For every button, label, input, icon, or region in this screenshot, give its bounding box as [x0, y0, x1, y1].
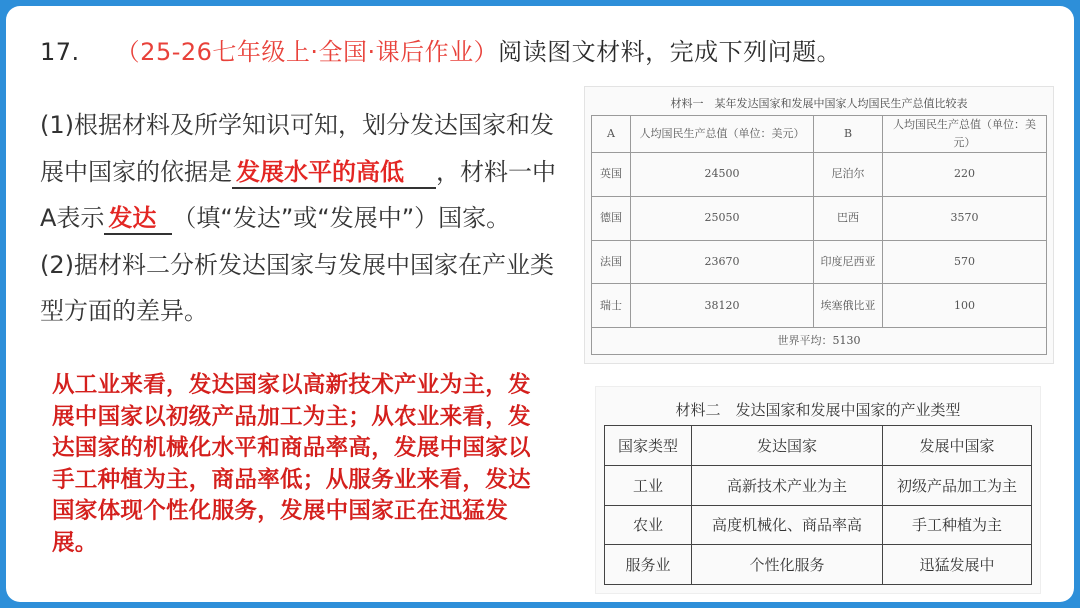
value-b: 220 — [883, 153, 1047, 197]
part1-text-b: ，材料一中A表示 — [40, 157, 556, 232]
country-b: 印度尼西亚 — [814, 240, 883, 284]
part1-text-a: (1)根据材料及所学知识可知，划分发达国家和发展中国家的依据是 — [40, 111, 554, 186]
country-b: 尼泊尔 — [814, 153, 883, 197]
developing-cell: 手工种植为主 — [883, 505, 1032, 545]
table-row — [592, 153, 1047, 197]
header-cell: 国家类型 — [605, 426, 692, 466]
material1-table — [591, 115, 1047, 355]
table-footer-row — [592, 328, 1047, 355]
question-number: 17. — [40, 38, 80, 66]
table-row — [605, 465, 1032, 505]
part2-text: (2)据材料二分析发达国家与发展中国家在产业类型方面的差异。 — [40, 250, 554, 325]
slide — [6, 6, 1074, 602]
table-row — [592, 284, 1047, 328]
country-a: 英国 — [592, 153, 631, 197]
question-source: （25-26七年级上·全国·课后作业） — [115, 38, 499, 66]
question-body — [40, 102, 568, 335]
industry-type: 工业 — [605, 465, 692, 505]
developed-cell: 高新技术产业为主 — [692, 465, 883, 505]
header-cell: B — [814, 116, 883, 153]
industry-type: 农业 — [605, 505, 692, 545]
value-a: 24500 — [631, 153, 814, 197]
country-a: 法国 — [592, 240, 631, 284]
answer-blank-2: 发达 — [104, 203, 172, 235]
developed-cell: 高度机械化、商品率高 — [692, 505, 883, 545]
material2-table — [604, 425, 1032, 585]
table-header-row — [592, 116, 1047, 153]
table-row — [592, 240, 1047, 284]
table-row — [605, 545, 1032, 585]
country-b: 埃塞俄比亚 — [814, 284, 883, 328]
header-cell: 人均国民生产总值（单位：美元） — [883, 116, 1047, 153]
material2-caption: 材料二 发达国家和发展中国家的产业类型 — [675, 401, 961, 419]
value-a: 25050 — [631, 196, 814, 240]
country-b: 巴西 — [814, 196, 883, 240]
developed-cell: 个性化服务 — [692, 545, 883, 585]
developing-cell: 迅猛发展中 — [883, 545, 1032, 585]
value-b: 100 — [883, 284, 1047, 328]
value-a: 23670 — [631, 240, 814, 284]
part1-text-c: （填“发达”或“发展中”）国家。 — [172, 204, 511, 232]
header-cell: 人均国民生产总值（单位：美元） — [631, 116, 814, 153]
industry-type: 服务业 — [605, 545, 692, 585]
table-row — [605, 505, 1032, 545]
header-cell: A — [592, 116, 631, 153]
country-a: 德国 — [592, 196, 631, 240]
value-b: 570 — [883, 240, 1047, 284]
world-average: 世界平均：5130 — [592, 328, 1047, 355]
question-title — [40, 32, 841, 67]
answer-blank-1: 发展水平的高低 — [232, 157, 436, 189]
header-cell: 发展中国家 — [883, 426, 1032, 466]
table-row — [592, 196, 1047, 240]
developing-cell: 初级产品加工为主 — [883, 465, 1032, 505]
value-b: 3570 — [883, 196, 1047, 240]
value-a: 38120 — [631, 284, 814, 328]
part2-answer: 从工业来看，发达国家以高新技术产业为主，发展中国家以初级产品加工为主；从农业来看，发达国家的机械化水平和商品率高，发展中国家以手工种植为主，商品率低；从服务业来看，发达国家体现个性化服务，发展中国家正在迅猛发展。 — [52, 372, 531, 556]
table-header-row — [605, 426, 1032, 466]
material1-figure — [584, 86, 1054, 364]
material1-caption: 材料一 某年发达国家和发展中国家人均国民生产总值比较表 — [670, 97, 968, 110]
country-a: 瑞士 — [592, 284, 631, 328]
material2-figure — [595, 386, 1041, 594]
question-prompt: 阅读图文材料，完成下列问题。 — [498, 38, 842, 66]
header-cell: 发达国家 — [692, 426, 883, 466]
